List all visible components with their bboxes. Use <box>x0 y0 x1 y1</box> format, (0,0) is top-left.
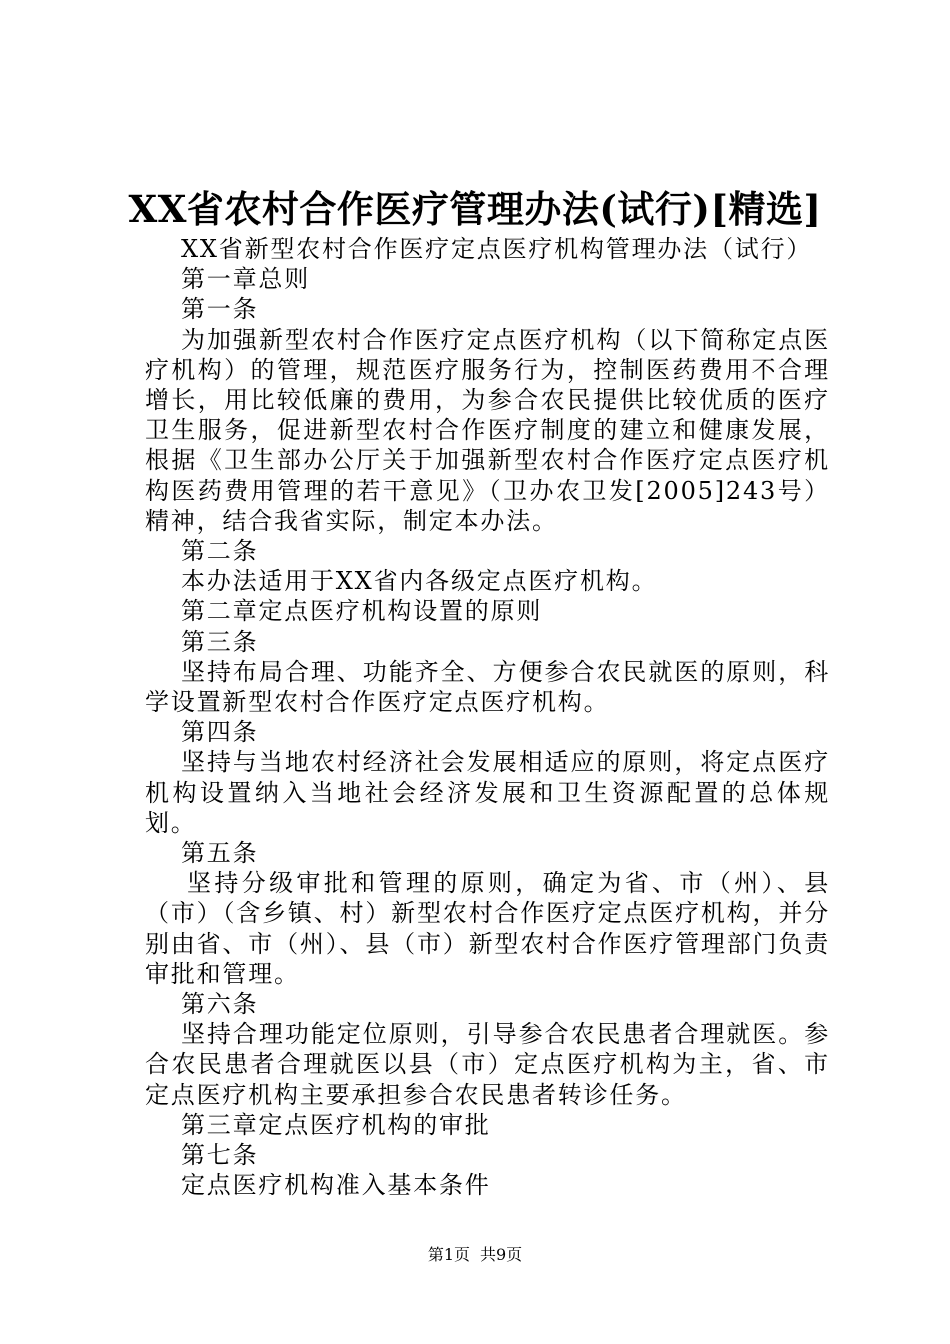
article-5-text: 坚持分级审批和管理的原则，确定为省、市（州）、县（市）（含乡镇、村）新型农村合作医疗定点医疗机构，并分别由省、市（州）、县（市）新型农村合作医疗管理部门负责审批和管理。 <box>145 869 830 988</box>
article-7-text: 定点医疗机构准入基本条件 <box>181 1171 491 1200</box>
document-subtitle: XX省新型农村合作医疗定点医疗机构管理办法（试行） <box>181 235 813 263</box>
page-number-current: 第1页 <box>427 1245 470 1264</box>
article-6-heading: 第六条 <box>181 990 259 1019</box>
article-1-text: 为加强新型农村合作医疗定点医疗机构（以下简称定点医疗机构）的管理，规范医疗服务行为，控制医药费用不合理增长，用比较低廉的费用，为参合农民提供比较优质的医疗卫生服务，促进新型农村合作医疗制度的建立和健康发展，根据《卫生部办公厅关于加强新型农村合作医疗定点医疗机构医药费用管理的若干意见》（卫办农卫发[2005]243号）精神，结合我省实际，制定本办法。 <box>145 325 830 535</box>
chapter-2-heading: 第二章定点医疗机构设置的原则 <box>181 597 543 626</box>
page-footer <box>0 1244 950 1266</box>
article-2-heading: 第二条 <box>181 537 259 566</box>
article-7-heading: 第七条 <box>181 1141 259 1170</box>
document-title: XX省农村合作医疗管理办法(试行)[精选] <box>128 187 822 231</box>
chapter-1-heading: 第一章总则 <box>181 265 310 294</box>
article-3-text: 坚持布局合理、功能齐全、方便参合农民就医的原则，科学设置新型农村合作医疗定点医疗机构。 <box>145 657 830 717</box>
article-1-heading: 第一条 <box>181 295 259 324</box>
article-3-heading: 第三条 <box>181 627 259 656</box>
article-5-heading: 第五条 <box>181 839 259 868</box>
chapter-3-heading: 第三章定点医疗机构的审批 <box>181 1110 491 1139</box>
page-number-total: 共9页 <box>480 1245 523 1264</box>
article-4-heading: 第四条 <box>181 718 259 747</box>
article-2-text: 本办法适用于XX省内各级定点医疗机构。 <box>181 567 658 596</box>
document-body <box>145 234 830 1201</box>
article-6-text: 坚持合理功能定位原则，引导参合农民患者合理就医。参合农民患者合理就医以县（市）定点医疗机构为主，省、市定点医疗机构主要承担参合农民患者转诊任务。 <box>145 1020 830 1109</box>
article-4-text: 坚持与当地农村经济社会发展相适应的原则，将定点医疗机构设置纳入当地社会经济发展和卫生资源配置的总体规划。 <box>145 748 830 837</box>
